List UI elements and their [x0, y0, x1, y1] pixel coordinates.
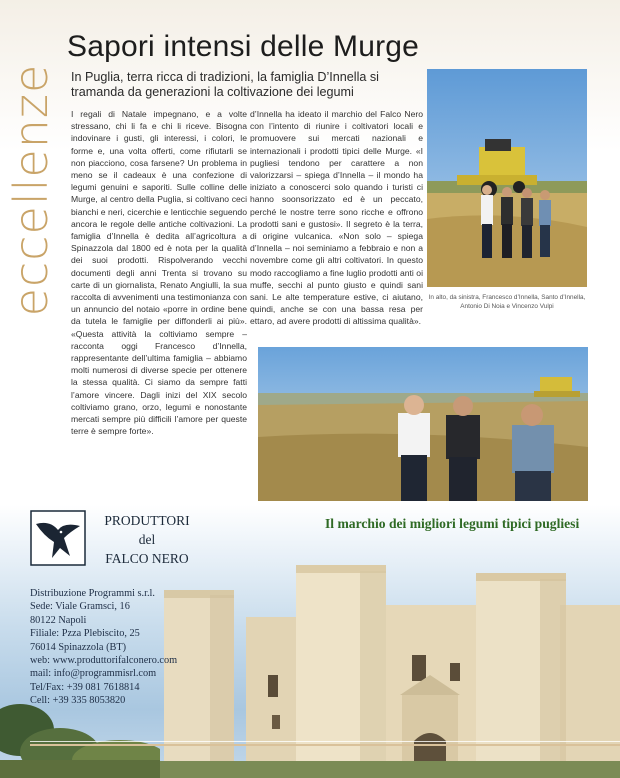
contact-mobile: Cell: +39 335 8053820 [30, 695, 126, 707]
contact-branch: Filiale: Pzza Plebiscito, 25 [30, 628, 140, 640]
contact-branch-city: 76014 Spinazzola (BT) [30, 641, 127, 653]
advert-section [0, 505, 620, 778]
article-column-1: I regali di Natale impegnano, e a volte stressano, chi li fa e chi li riceve. Bisogna indovinare i gusti, gli interessi, i colori, le forme e, una volta offerti, come rifiutarli se non piacciono, cosa farsene? Un problema in meno se il cadeaux è una confezione di legumi genuini e saporiti. Sulle colline delle Murge, al centro della Puglia, si coltivano ceci bianchi e neri, cicerchie e lenticchie seguendo ancora le regole delle antiche coltivazioni. La famiglia d’Innella è dedita all’agricoltura a Spinazzola dal 1800 ed è nota per la qualità dei suoi prodotti. Rispolverando vecchi documenti degli anni Trenta si trovano su carte di un giornalista, Renato Angiulli, la sua raccolta di avvenimenti una testimonianza con un annuncio del notaio «porre in ordine bene da tutela le famiglie per diffonderli ai più». «Questa attività la coltiviamo sempre – racconta oggi Francesco d’Innella, rappresentante dell’ultima famiglia – abbiamo molti numerosi di diverse specie per ottenere la stessa qualità. Ci siamo da sempre fatti l’amore vincere. Dagli inizi del XIX secolo coltiviamo grano, orzo, legumi e nonostante mercati sempre più difficili l’amore per queste terre è sempre forte». [71, 109, 247, 437]
brand-line-1: PRODUTTORI [104, 513, 190, 528]
article-subtitle: In Puglia, terra ricca di tradizioni, la famiglia D’Innella si tramanda da generazioni la coltivazione dei legumi [71, 70, 379, 99]
photo-harvest-group [427, 69, 587, 287]
photo-caption: In alto, da sinistra, Francesco d’Innella, Santo d’Innella, Antonio Di Noia e Vincenzo Vulpi [428, 294, 586, 310]
section-label-vertical [6, 30, 56, 350]
brand-line-3: FALCO NERO [105, 551, 189, 566]
article-title: Sapori intensi delle Murge [67, 30, 420, 63]
divider-line [30, 744, 620, 746]
contact-city: 80122 Napoli [30, 614, 87, 626]
contact-block [30, 587, 177, 708]
trees-decoration [0, 700, 160, 778]
brand-line-2: del [138, 532, 156, 547]
photo-field-inspection [258, 347, 588, 501]
divider-highlight [30, 741, 620, 742]
brand-tagline: Il marchio dei migliori legumi tipici pugliesi [325, 516, 580, 531]
brand-name [92, 511, 202, 568]
contact-web: web: www.produttorifalconero.com [30, 655, 178, 667]
contact-headquarters: Sede: Viale Gramsci, 16 [30, 601, 130, 613]
article-column-2: d’Innella ha ideato il marchio del Falco Nero con l’intento di riunire i coltivatori locali e promuovere sui mercati nazionali e internazionali i prodotti tipici delle Murge. «I pugliesi tendono per carattere a non valorizzarsi – spiega d’Innella – il mondo ha iniziato a conoscerci solo quando i turisti ci hanno soonsorizzato ed è un peccato, perché le nostre terre sono ricche e offrono prodotti sani e gustosi». Il segreto è la terra, di origine vulcanica. «Non solo – spiega d’Innella – noi seminiamo a febbraio e non a novembre come gli altri coltivatori. In questo modo raccogliamo a fine luglio prodotti anti oi muffe, secchi al punto giusto e quindi sani sani. Le alte temperature estive, ci aiutano, quindi, anche se con una bassa resa per ettaro, ad avere prodotti di altissima qualità». [250, 109, 423, 327]
section-label-text: eccellenze [4, 63, 58, 317]
contact-phone: Tel/Fax: +39 081 7618814 [30, 681, 140, 693]
contact-mail: mail: info@programmisrl.com [30, 668, 157, 680]
contact-company: Distribuzione Programmi s.r.l. [30, 588, 155, 599]
falcon-logo [30, 510, 86, 566]
